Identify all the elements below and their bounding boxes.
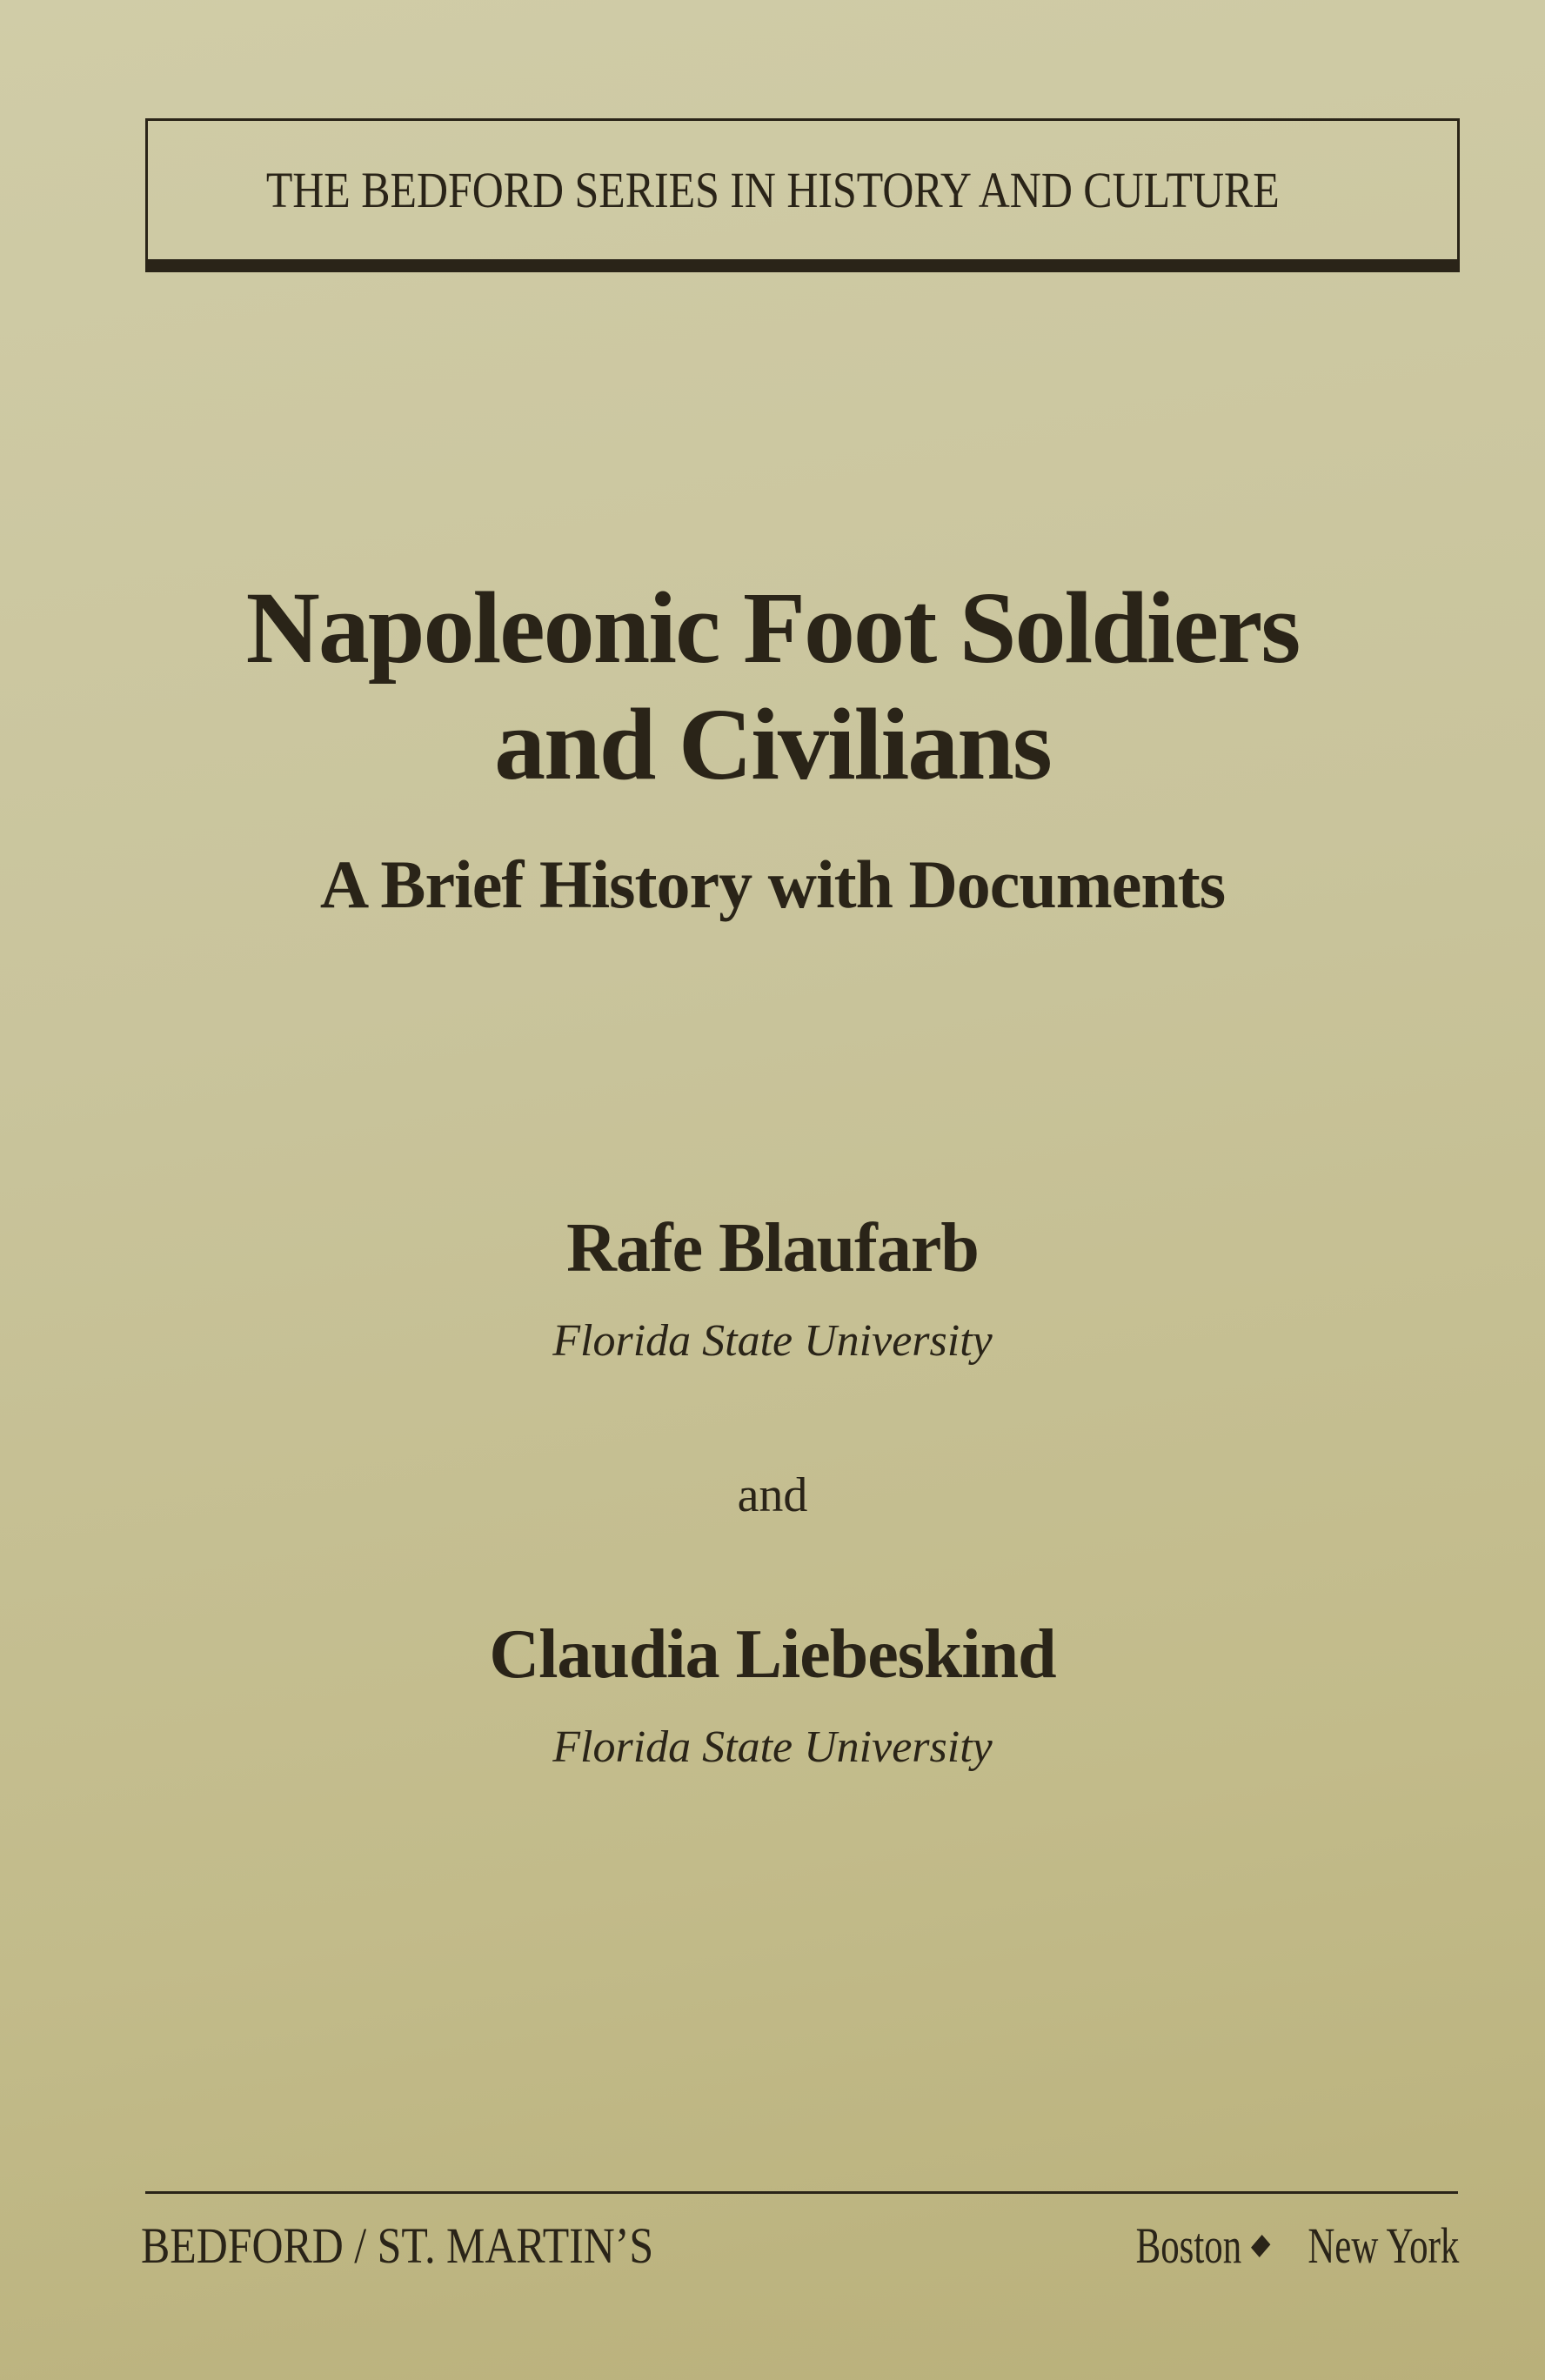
city-new-york: New York: [1308, 2217, 1460, 2274]
author-2-name: Claudia Liebeskind: [489, 1616, 1056, 1693]
diamond-icon: [1252, 2235, 1271, 2257]
city-boston: Boston: [1135, 2217, 1242, 2274]
author-2-affiliation: Florida State University: [552, 1722, 993, 1772]
series-name: [0, 162, 1545, 218]
series-name-text: THE BEDFORD SERIES IN HISTORY AND CULTURE: [265, 162, 1280, 218]
title-line-1: Napoleonic Foot Soldiers: [245, 571, 1300, 685]
publisher-text: BEDFORD / ST. MARTIN’S: [141, 2217, 654, 2274]
author-conjunction: and: [737, 1468, 808, 1522]
publisher: [141, 2217, 737, 2274]
title-line-2: and Civilians: [494, 687, 1051, 801]
footer-rule: [145, 2191, 1458, 2194]
publisher-cities: [1063, 2217, 1460, 2274]
author-1-affiliation: Florida State University: [552, 1316, 993, 1366]
author-1-name: Rafe Blaufarb: [566, 1210, 979, 1287]
series-bar-divider: [145, 259, 1460, 272]
subtitle: A Brief History with Documents: [319, 846, 1226, 922]
